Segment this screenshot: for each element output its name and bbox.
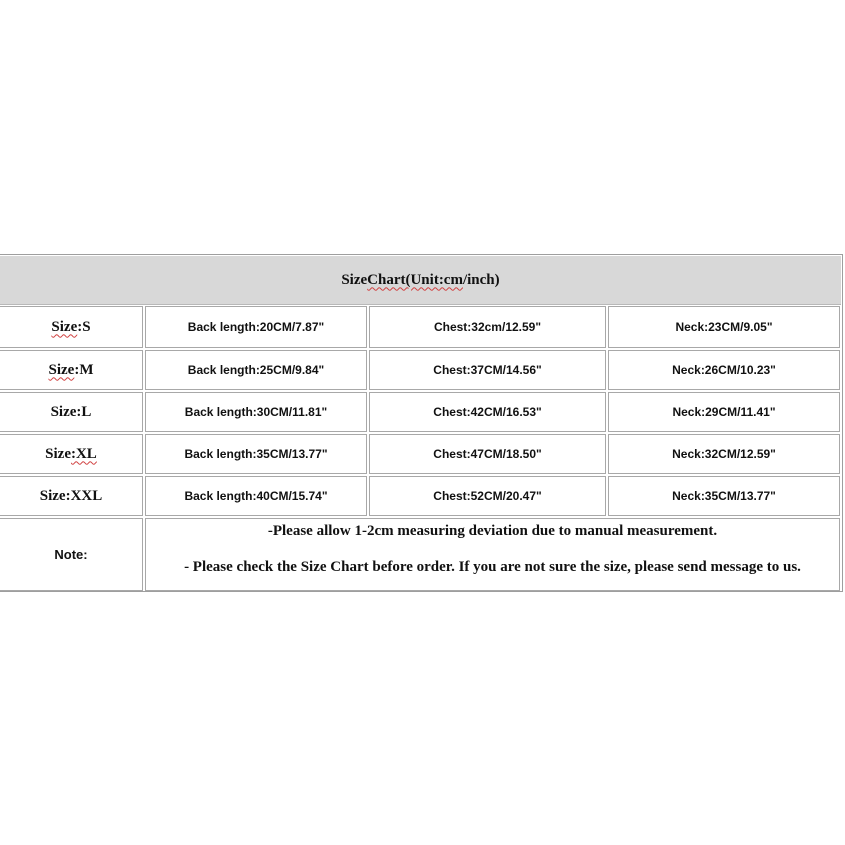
size-cell-s <box>0 306 143 348</box>
size-prefix: Size <box>50 403 77 420</box>
neck-cell: Neck:23CM/9.05" <box>608 306 840 348</box>
back-length-cell: Back length:40CM/15.74" <box>145 476 367 516</box>
size-prefix: Size <box>39 487 66 504</box>
size-cell-m <box>0 350 143 390</box>
size-cell-xxl <box>0 476 143 516</box>
chest-cell: Chest:37CM/14.56" <box>369 350 606 390</box>
title-suffix: /inch) <box>462 271 500 288</box>
neck-cell: Neck:26CM/10.23" <box>608 350 840 390</box>
size-value: :XL <box>70 445 97 462</box>
back-length-cell: Back length:35CM/13.77" <box>145 434 367 474</box>
back-length-cell: Back length:30CM/11.81" <box>145 392 367 432</box>
note-text <box>145 518 840 591</box>
chest-cell: Chest:42CM/16.53" <box>369 392 606 432</box>
size-value: :S <box>77 318 91 335</box>
title-word: Chart(Unit:cm <box>367 271 463 288</box>
chest-cell: Chest:32cm/12.59" <box>369 306 606 348</box>
size-value: :XXL <box>65 487 103 504</box>
neck-cell: Neck:32CM/12.59" <box>608 434 840 474</box>
size-cell-l <box>0 392 143 432</box>
title-prefix: Size <box>341 271 368 288</box>
note-line-2: - Please check the Size Chart before order. If you are not sure the size, please send message to us. <box>184 559 801 575</box>
back-length-cell: Back length:25CM/9.84" <box>145 350 367 390</box>
size-prefix: Size <box>48 361 75 378</box>
size-value: :M <box>74 361 94 378</box>
note-line-1: -Please allow 1-2cm measuring deviation due to manual measurement. <box>267 523 718 539</box>
back-length-cell: Back length:20CM/7.87" <box>145 306 367 348</box>
size-cell-xl <box>0 434 143 474</box>
note-label: Note: <box>0 518 143 591</box>
neck-cell: Neck:29CM/11.41" <box>608 392 840 432</box>
chest-cell: Chest:47CM/18.50" <box>369 434 606 474</box>
size-chart-title <box>0 256 841 305</box>
chest-cell: Chest:52CM/20.47" <box>369 476 606 516</box>
size-prefix: Size <box>45 445 71 462</box>
size-chart-table <box>0 254 843 592</box>
neck-cell: Neck:35CM/13.77" <box>608 476 840 516</box>
size-value: :L <box>76 403 92 420</box>
size-prefix: Size <box>51 318 78 335</box>
